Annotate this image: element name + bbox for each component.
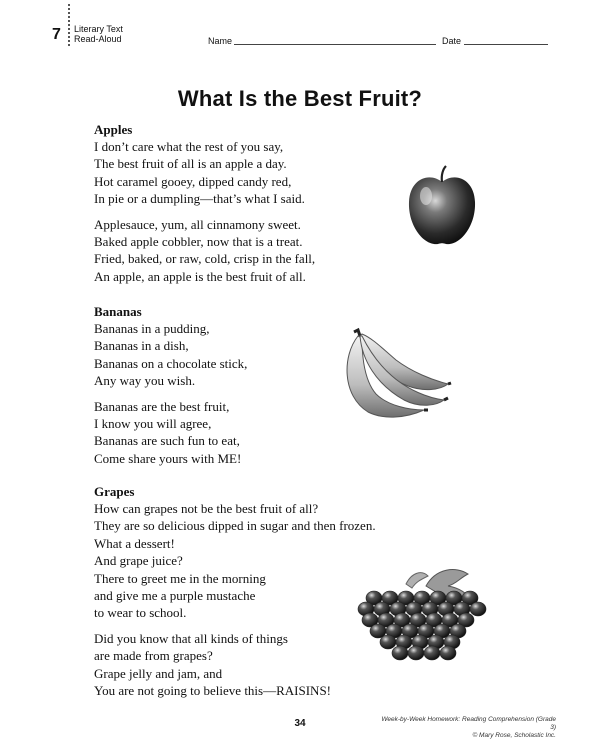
credit-line-1: Week-by-Week Homework: Reading Comprehension (Grade 3) xyxy=(381,716,556,731)
bananas-heading: Bananas xyxy=(94,304,142,319)
poem-line: to wear to school. xyxy=(94,605,187,621)
page-title: What Is the Best Fruit? xyxy=(177,86,423,111)
poem-line: How can grapes not be the best fruit of all? xyxy=(94,501,319,516)
date-label: Date xyxy=(442,36,462,46)
bananas-stanza-2 xyxy=(94,398,247,468)
lesson-number: 7 xyxy=(52,26,61,43)
grape xyxy=(440,646,456,660)
bananas-stanza-1 xyxy=(94,320,247,390)
poem-line: In pie or a dumpling—that’s what I said. xyxy=(94,191,305,207)
poem-line: Bananas are the best fruit, xyxy=(94,398,230,414)
poem-line: There to greet me in the morning xyxy=(94,570,266,586)
date-field[interactable] xyxy=(464,44,548,45)
lesson-type-line1: Literary Text xyxy=(74,24,123,34)
poem-line: Bananas in a dish, xyxy=(94,338,189,354)
credit-line-2: © Mary Rose, Scholastic Inc. xyxy=(472,732,556,739)
apples-stanza-2 xyxy=(94,216,315,286)
apples-stanza-1 xyxy=(94,138,315,208)
grapes-stanza-1 xyxy=(94,500,376,622)
page-number: 34 xyxy=(294,718,306,729)
apples-section xyxy=(94,122,315,285)
poem-line: are made from grapes? xyxy=(94,648,213,664)
poem-line: Come share yours with ME! xyxy=(94,450,242,466)
poem-line: Bananas on a chocolate stick, xyxy=(94,355,248,371)
grapes-section xyxy=(94,484,376,699)
lesson-type-line2: Read-Aloud xyxy=(74,34,122,44)
poem-line: Bananas are such fun to eat, xyxy=(94,433,240,449)
poem-line: And grape juice? xyxy=(94,553,183,569)
grape xyxy=(470,602,486,616)
poem-line: The best fruit of all is an apple a day. xyxy=(94,156,287,172)
poem-line: Bananas in a pudding, xyxy=(94,321,210,336)
poem-line: Grape jelly and jam, and xyxy=(94,665,223,681)
poem-line: Applesauce, yum, all cinnamony sweet. xyxy=(94,216,301,232)
poem-line: You are not going to believe this—RAISINS! xyxy=(94,683,332,699)
poem-line: Fried, baked, or raw, cold, crisp in the fall, xyxy=(94,251,316,267)
header-divider-dots xyxy=(68,4,70,46)
poem-line: Any way you wish. xyxy=(94,373,196,389)
poem-line: What a dessert! xyxy=(94,535,175,551)
poem-line: Did you know that all kinds of things xyxy=(94,630,288,646)
grape xyxy=(424,646,440,660)
apples-heading: Apples xyxy=(94,122,133,137)
poem-line: They are so delicious dipped in sugar and then frozen. xyxy=(94,518,376,534)
poem-line: An apple, an apple is the best fruit of all. xyxy=(94,268,306,284)
poem-line: and give me a purple mustache xyxy=(94,588,256,604)
name-field[interactable] xyxy=(234,44,436,45)
grape-image xyxy=(356,564,494,664)
grapes-stanza-2 xyxy=(94,630,376,700)
grape xyxy=(408,646,424,660)
poem-line: Hot caramel gooey, dipped candy red, xyxy=(94,173,292,189)
banana-image xyxy=(332,326,452,422)
bananas-section xyxy=(94,304,247,467)
poem-line: Baked apple cobbler, now that is a treat. xyxy=(94,234,303,250)
grape xyxy=(392,646,408,660)
lesson-type xyxy=(74,24,123,44)
poem-line: I know you will agree, xyxy=(94,416,212,432)
grape xyxy=(380,635,396,649)
name-label: Name xyxy=(208,36,233,46)
grapes-heading: Grapes xyxy=(94,484,135,499)
poem-line: I don’t care what the rest of you say, xyxy=(94,139,284,154)
apple-image xyxy=(404,164,480,248)
